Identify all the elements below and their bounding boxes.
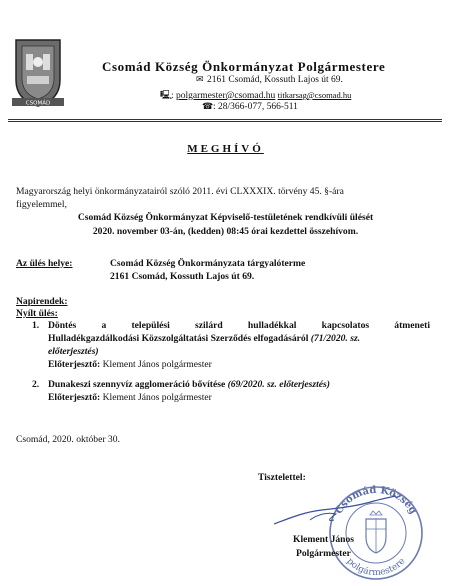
municipal-crest-icon [12,36,64,108]
crest-label: CSOMÁD [25,100,51,107]
agenda-item-1-line-2 [48,333,360,344]
header-divider-secondary [8,121,442,122]
agenda-item-1-presenter-name: Klement János polgármester [100,359,212,370]
envelope-icon: ✉ [196,74,204,84]
agenda-item-1-line-3: előterjesztés) [48,346,99,357]
document-title: MEGHÍVÓ [187,143,264,155]
seal-top-text: Csomád Község [333,484,419,517]
agenda-heading: Napirendek: [16,296,68,307]
email-link-main[interactable]: polgarmester@csomad.hu [176,91,276,101]
agenda-item-2-presenter-name: Klement János polgármester [100,392,212,403]
agenda-item-2-number: 2. [32,379,40,390]
intro-line-2: figyelemmel, [16,199,67,210]
phone-text: : 28/366-077, 566-511 [213,102,298,112]
seal-bottom-text: polgármestere [344,556,408,579]
agenda-item-2-ref: (69/2020. sz. előterjesztés) [227,379,330,390]
agenda-item-2-presenter-label: Előterjesztő: [48,392,101,403]
telephone-icon: ☎ [202,101,214,111]
agenda-item-1-presenter-label: Előterjesztő: [48,359,101,370]
agenda-subheading: Nyílt ülés: [16,308,58,319]
email-link-secondary[interactable]: titkarsag@csomad.hu [277,90,352,100]
agenda-item-2-title: Dunakeszi szennyvíz agglomeráció bővítése [48,379,228,390]
signatory-role: Polgármester [296,548,351,559]
agenda-item-1-line-1: Döntés a települési szilárd hulladékkal kapcsolatos átmeneti [48,320,430,331]
venue-line-2: 2161 Csomád, Kossuth Lajos út 69. [110,271,255,282]
agenda-item-1-ref: (71/2020. sz. [310,333,361,344]
closing-text: Tisztelettel: [258,472,306,483]
handwritten-signature-icon [270,492,400,532]
svg-text:polgármestere [345,556,408,578]
email-prefix: : [171,91,177,101]
agenda-item-1-number: 1. [32,320,40,331]
agenda-item-2-presenter [48,392,212,403]
venue-line-1: Csomád Község Önkormányzata tárgyalóterme [110,258,306,269]
agenda-item-1-line-2-text: Hulladékgazdálkodási Közszolgáltatási Szerződés elfogadásáról [48,333,311,344]
org-title: Csomád Község Önkormányzat Polgármestere [102,59,386,74]
date-line: Csomád, 2020. október 30. [16,434,120,445]
computer-icon: 🖳 [160,90,173,100]
address-text: 2161 Csomád, Kossuth Lajos út 69. [207,75,343,85]
signatory-name: Klement János [293,534,355,545]
intro-line-1: Magyarország helyi önkormányzatairól szóló 2011. évi CLXXXIX. törvény 45. §-ára [16,186,344,197]
header-divider [8,119,442,120]
intro-bold-2: 2020. november 03-án, (kedden) 08:45 órai kezdettel összehívom. [92,226,359,237]
venue-label: Az ülés helye: [16,258,73,269]
agenda-item-2-line-1 [48,379,330,390]
agenda-item-1-presenter [48,359,212,370]
address-line [196,74,343,85]
intro-bold-1: Csomád Község Önkormányzat Képviselő-testületének rendkívüli ülését [77,212,374,223]
phone-line [202,101,298,112]
